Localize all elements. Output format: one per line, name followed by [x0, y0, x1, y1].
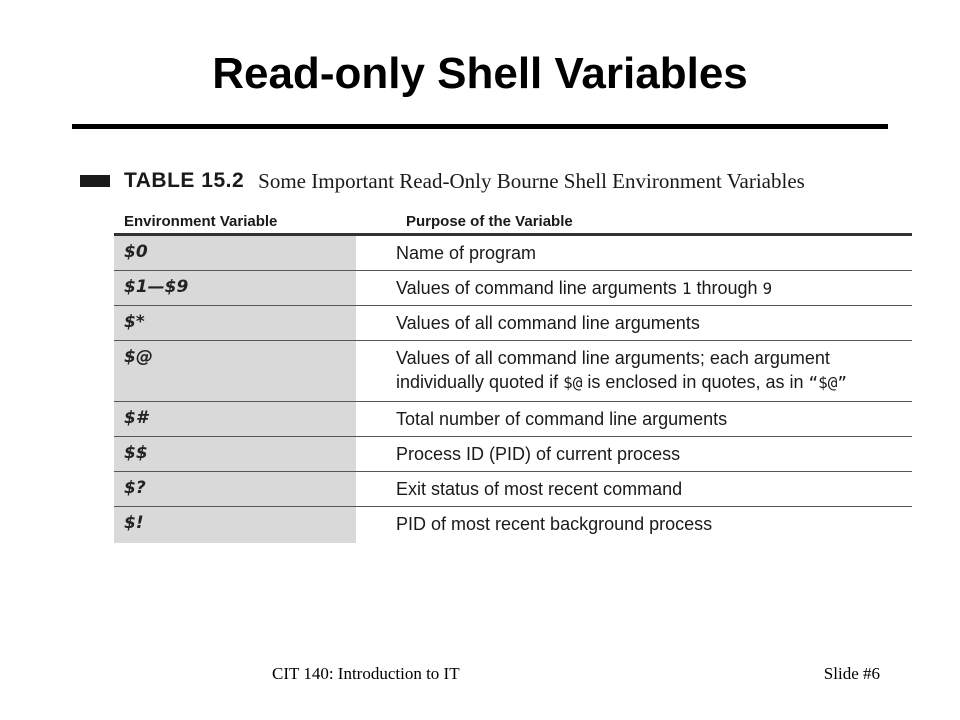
purpose-cell: Process ID (PID) of current process — [396, 444, 681, 464]
table-row — [114, 402, 912, 437]
purpose-cell: Name of program — [396, 243, 537, 263]
variable-cell: $! — [114, 507, 356, 543]
purpose-cell: Values of all command line arguments — [396, 313, 700, 333]
variable-cell: $$ — [114, 437, 356, 471]
purpose-text: is enclosed in quotes, as in — [582, 372, 809, 392]
variable-cell: $0 — [114, 236, 356, 270]
purpose-code: 1 — [681, 279, 692, 298]
footer-slide-number: Slide #6 — [823, 664, 880, 683]
column-header-variable: Environment Variable — [124, 213, 278, 230]
slide-title: Read-only Shell Variables — [212, 49, 748, 98]
purpose-code: $@ — [563, 373, 583, 392]
purpose-cell: Exit status of most recent command — [396, 479, 683, 499]
title-divider — [72, 124, 888, 129]
table-row — [114, 437, 912, 472]
purpose-cell — [396, 271, 912, 305]
table-row — [114, 341, 912, 402]
purpose-line — [396, 370, 912, 395]
purpose-code: 9 — [762, 279, 773, 298]
purpose-text: Values of command line arguments — [396, 278, 682, 298]
table-caption-label: TABLE 15.2 — [124, 169, 245, 192]
table-row — [114, 472, 912, 507]
variable-cell: $1—$9 — [114, 271, 356, 305]
purpose-text: Values of all command line arguments; each argument — [396, 348, 830, 368]
purpose-code: “$@” — [808, 373, 848, 392]
table-row — [114, 236, 912, 271]
table-caption — [80, 166, 805, 196]
table-caption-text: Some Important Read-Only Bourne Shell Environment Variables — [258, 168, 805, 193]
footer-course: CIT 140: Introduction to IT — [272, 664, 460, 683]
variable-cell: $@ — [114, 341, 356, 401]
purpose-text: individually quoted if — [396, 372, 564, 392]
table-header-row — [114, 206, 912, 236]
variable-cell: $# — [114, 402, 356, 436]
variable-cell: $? — [114, 472, 356, 506]
env-variables-table — [114, 206, 912, 543]
caption-bar-icon — [80, 175, 110, 187]
purpose-cell: Total number of command line arguments — [396, 409, 728, 429]
column-header-purpose: Purpose of the Variable — [406, 213, 573, 230]
purpose-cell — [396, 341, 912, 401]
variable-cell: $* — [114, 306, 356, 340]
purpose-cell: PID of most recent background process — [396, 514, 713, 534]
table-row — [114, 306, 912, 341]
table-row — [114, 507, 912, 543]
purpose-text: through — [691, 278, 763, 298]
table-row — [114, 271, 912, 306]
